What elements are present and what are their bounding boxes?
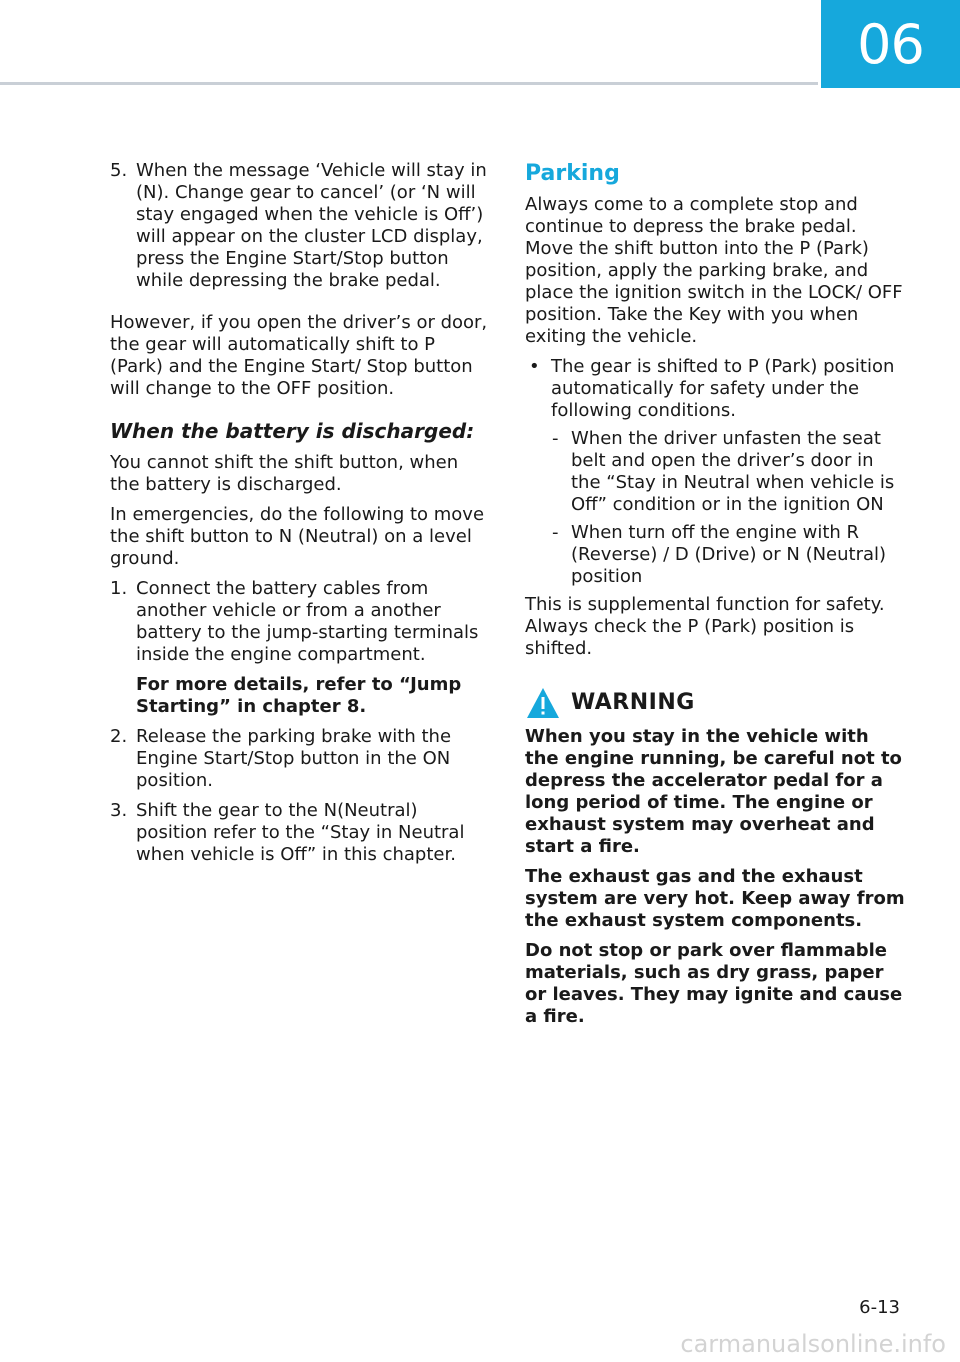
left-column: [110, 160, 492, 866]
battery-subheading: When the battery is discharged:: [110, 419, 475, 443]
dash-text: When the driver unfasten the seat belt and open the driver’s door in the “Stay in Neutral when vehicle is Off” condition or in the ignition ON: [571, 428, 895, 515]
warning-paragraph-2: The exhaust gas and the exhaust system are very hot. Keep away from the exhaust system components.: [525, 866, 905, 931]
warning-triangle-icon: [525, 686, 561, 720]
dash-mark: -: [552, 522, 559, 543]
parking-intro: Always come to a complete stop and continue to depress the brake pedal. Move the shift button into the P (Park) position, apply the parking brake, and place the ignition switch in the LOCK/ OFF position. Take the Key with you when exiting the vehicle.: [525, 194, 903, 347]
step-1: [110, 578, 492, 718]
step-text: Shift the gear to the N(Neutral) position refer to the “Stay in Neutral when vehicle is Off” in this chapter.: [136, 800, 465, 865]
chapter-tab: 06: [821, 0, 960, 88]
bullet-item: [525, 356, 905, 422]
dash-text: When turn off the engine with R (Reverse) / D (Drive) or N (Neutral) position: [571, 522, 887, 587]
list-number: 5.: [110, 160, 128, 181]
dash-mark: -: [552, 428, 559, 449]
right-column: [525, 160, 905, 1036]
however-paragraph: However, if you open the driver’s or door, the gear will automatically shift to P (Park) and the Engine Start/ Stop button will change to the OFF position.: [110, 312, 488, 399]
step-note: For more details, refer to “Jump Starting” in chapter 8.: [136, 674, 462, 717]
step-number: 3.: [110, 800, 128, 821]
step-3: [110, 800, 492, 866]
bullet-mark: •: [529, 356, 540, 377]
warning-header: [525, 686, 905, 720]
step-text: Release the parking brake with the Engine Start/Stop button in the ON position.: [136, 726, 452, 791]
step-text: Connect the battery cables from another vehicle or from a another battery to the jump-starting terminals inside the engine compartment.: [136, 578, 479, 665]
bullet-text: The gear is shifted to P (Park) position automatically for safety under the following conditions.: [551, 356, 895, 421]
page-number: 6-13: [859, 1297, 900, 1318]
list-text: When the message ‘Vehicle will stay in (N). Change gear to cancel’ (or ‘N will stay engaged when the vehicle is Off’) will appear on the cluster LCD display, press the Engine Start/Stop button while depressing the brake pedal.: [136, 160, 487, 291]
dash-item-1: [525, 428, 905, 516]
warning-paragraph-1: When you stay in the vehicle with the engine running, be careful not to depress the accelerator pedal for a long period of time. The engine or exhaust system may overheat and start a fire.: [525, 726, 902, 857]
watermark: carmanualsonline.info: [680, 1330, 946, 1358]
warning-title: WARNING: [571, 690, 695, 715]
dash-item-2: [525, 522, 905, 588]
step-number: 1.: [110, 578, 128, 599]
supplement-paragraph: This is supplemental function for safety. Always check the P (Park) position is shifted.: [525, 594, 885, 659]
battery-paragraph-2: In emergencies, do the following to move the shift button to N (Neutral) on a level ground.: [110, 504, 485, 569]
warning-paragraph-3: Do not stop or park over flammable materials, such as dry grass, paper or leaves. They may ignite and cause a fire.: [525, 940, 903, 1027]
step-number: 2.: [110, 726, 128, 747]
parking-title: Parking: [525, 161, 620, 186]
header-rule: [0, 82, 818, 85]
battery-paragraph-1: You cannot shift the shift button, when the battery is discharged.: [110, 452, 459, 495]
list-item-5: [110, 160, 492, 292]
step-2: [110, 726, 492, 792]
